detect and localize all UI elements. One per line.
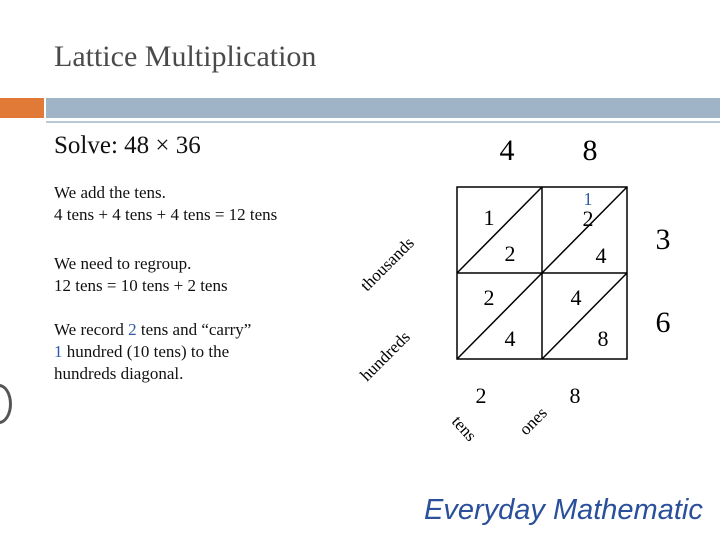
step-add-tens-line2: 4 tens + 4 tens + 4 tens = 12 tens — [54, 205, 278, 224]
diagonal-1 — [457, 187, 542, 273]
cell-r1c2-tens: 2 — [582, 206, 594, 231]
step-record-line3: hundreds diagonal. — [54, 364, 184, 383]
problem-statement: Solve: 48 × 36 — [54, 132, 201, 159]
recorded-tens-digit: 2 — [128, 320, 137, 339]
slide-title: Lattice Multiplication — [54, 40, 317, 73]
step-add-tens-line1: We add the tens. — [54, 183, 166, 202]
label-hundreds: hundreds — [356, 327, 414, 385]
cell-r1c2-ones: 4 — [595, 243, 607, 268]
diagonal-3 — [542, 273, 627, 359]
right-digit-1: 3 — [655, 223, 671, 256]
answer-digit-tens: 2 — [475, 383, 487, 408]
top-digit-1: 4 — [499, 134, 515, 167]
label-thousands: thousands — [356, 233, 418, 295]
step-record-text-e: hundred (10 tens) to the — [62, 342, 230, 361]
cell-r2c2-ones: 8 — [597, 326, 609, 351]
right-digit-2: 6 — [655, 306, 671, 339]
cell-r2c1-ones: 4 — [504, 326, 516, 351]
label-ones: ones — [515, 403, 551, 439]
answer-digit-ones: 8 — [569, 383, 581, 408]
carry-digit: 1 — [583, 189, 593, 209]
cell-r2c2-tens: 4 — [570, 285, 582, 310]
brand-logo-text: Everyday Mathematic — [424, 494, 703, 526]
step-regroup-line2: 12 tens = 10 tens + 2 tens — [54, 276, 228, 295]
cell-r1c1-tens: 1 — [483, 205, 495, 230]
label-tens: tens — [448, 411, 481, 446]
cell-r2c1-tens: 2 — [483, 285, 495, 310]
step-record-text-a: We record — [54, 320, 129, 339]
carried-hundred-digit: 1 — [54, 342, 63, 361]
cell-r1c1-ones: 2 — [504, 241, 516, 266]
step-record-text-c: tens and “carry” — [136, 320, 252, 339]
top-digit-2: 8 — [582, 134, 598, 167]
step-regroup-line1: We need to regroup. — [54, 254, 192, 273]
